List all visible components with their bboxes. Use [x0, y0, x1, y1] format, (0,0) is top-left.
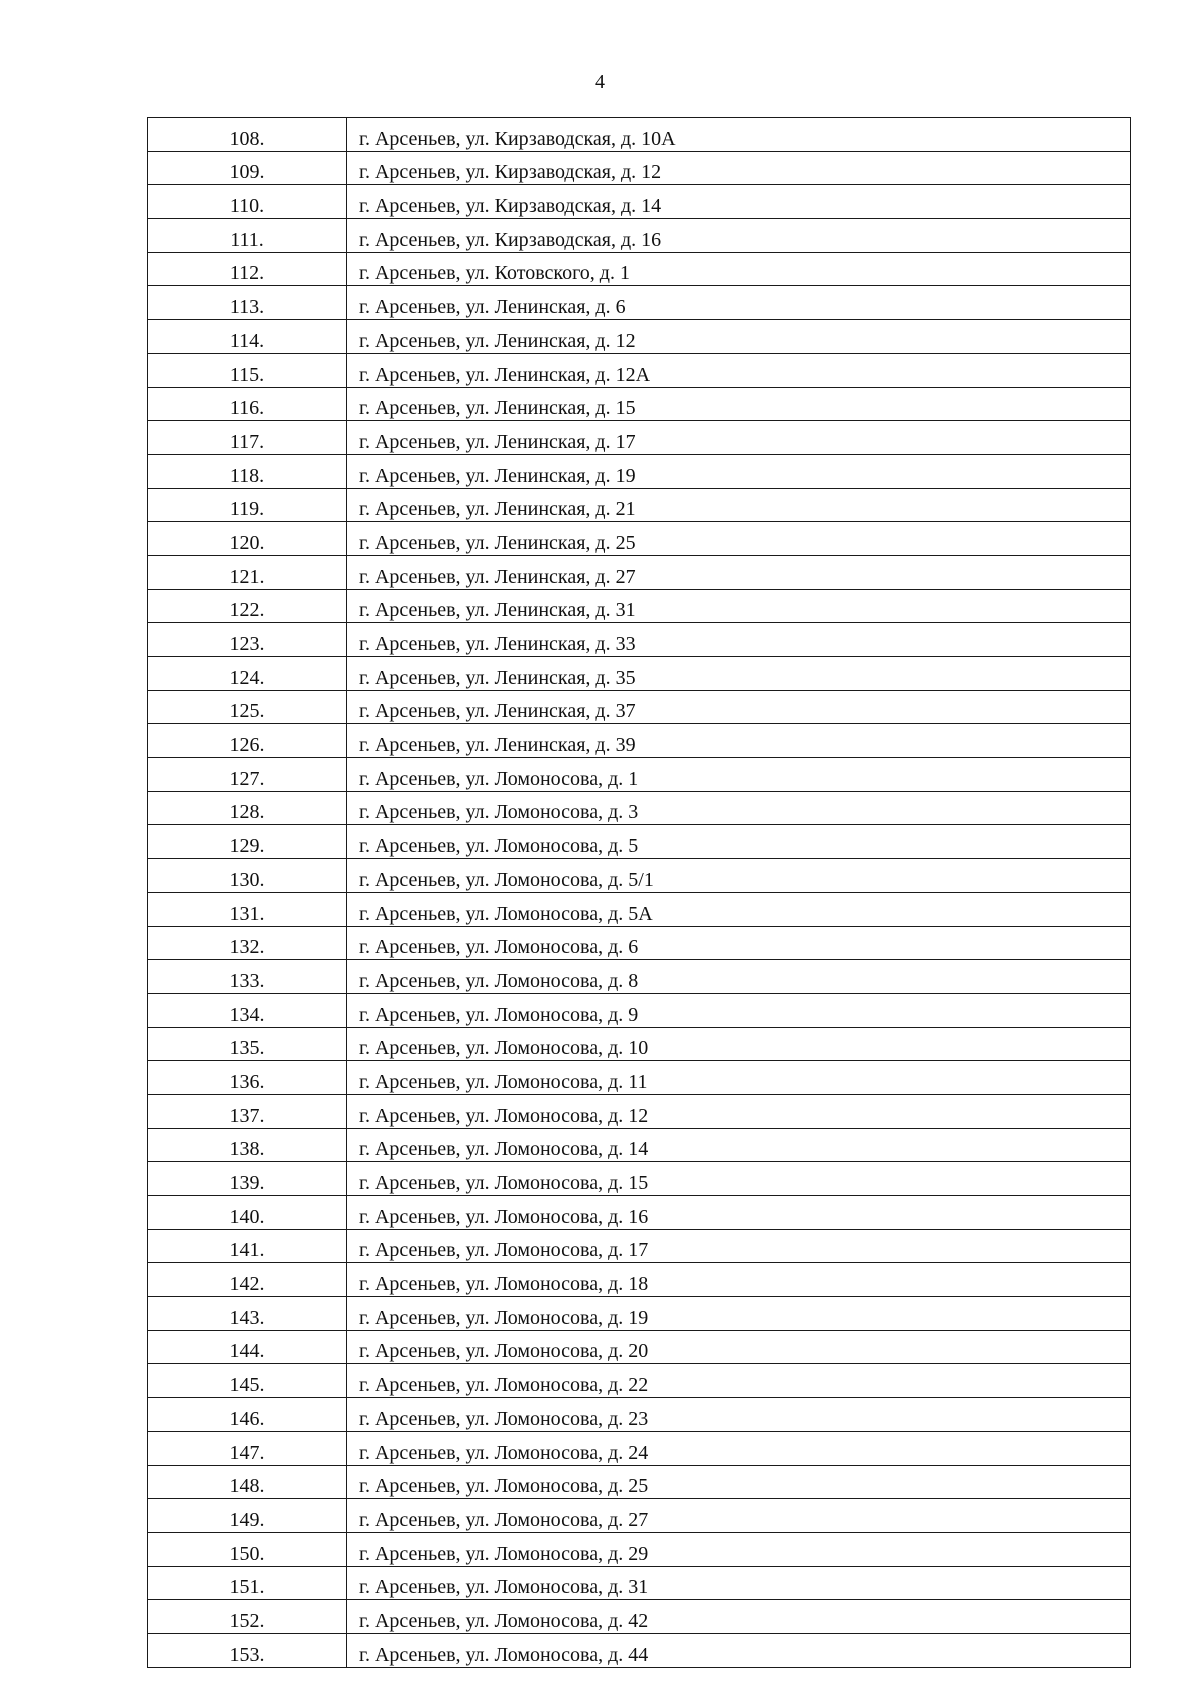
table-row — [148, 960, 1131, 994]
row-number: 146. — [148, 1398, 347, 1432]
table-row — [148, 1297, 1131, 1331]
table-row — [148, 219, 1131, 253]
row-number: 144. — [148, 1330, 347, 1364]
row-address: г. Арсеньев, ул. Ломоносова, д. 1 — [347, 758, 1131, 792]
row-address: г. Арсеньев, ул. Ломоносова, д. 31 — [347, 1566, 1131, 1600]
table-row — [148, 1566, 1131, 1600]
row-number: 148. — [148, 1465, 347, 1499]
table-row — [148, 151, 1131, 185]
table-row — [148, 286, 1131, 320]
row-number: 151. — [148, 1566, 347, 1600]
row-address: г. Арсеньев, ул. Ленинская, д. 25 — [347, 522, 1131, 556]
table-row — [148, 1600, 1131, 1634]
row-number: 135. — [148, 1027, 347, 1061]
table-row — [148, 791, 1131, 825]
row-address: г. Арсеньев, ул. Ломоносова, д. 20 — [347, 1330, 1131, 1364]
row-number: 116. — [148, 387, 347, 421]
row-address: г. Арсеньев, ул. Ломоносова, д. 6 — [347, 926, 1131, 960]
row-address: г. Арсеньев, ул. Ломоносова, д. 5 — [347, 825, 1131, 859]
row-number: 145. — [148, 1364, 347, 1398]
row-number: 110. — [148, 185, 347, 219]
row-number: 142. — [148, 1263, 347, 1297]
row-number: 152. — [148, 1600, 347, 1634]
row-address: г. Арсеньев, ул. Ленинская, д. 15 — [347, 387, 1131, 421]
row-address: г. Арсеньев, ул. Кирзаводская, д. 10А — [347, 118, 1131, 152]
table-row — [148, 623, 1131, 657]
row-number: 117. — [148, 421, 347, 455]
row-number: 113. — [148, 286, 347, 320]
row-address: г. Арсеньев, ул. Ломоносова, д. 25 — [347, 1465, 1131, 1499]
row-address: г. Арсеньев, ул. Ломоносова, д. 5/1 — [347, 859, 1131, 893]
row-number: 149. — [148, 1499, 347, 1533]
row-address: г. Арсеньев, ул. Ленинская, д. 21 — [347, 488, 1131, 522]
table-row — [148, 555, 1131, 589]
row-address: г. Арсеньев, ул. Ломоносова, д. 24 — [347, 1431, 1131, 1465]
table-row — [148, 892, 1131, 926]
row-address: г. Арсеньев, ул. Ломоносова, д. 18 — [347, 1263, 1131, 1297]
row-number: 139. — [148, 1162, 347, 1196]
table-row — [148, 589, 1131, 623]
row-address: г. Арсеньев, ул. Ломоносова, д. 22 — [347, 1364, 1131, 1398]
table-row — [148, 758, 1131, 792]
row-address: г. Арсеньев, ул. Ломоносова, д. 44 — [347, 1633, 1131, 1667]
row-number: 138. — [148, 1128, 347, 1162]
row-number: 140. — [148, 1196, 347, 1230]
row-address: г. Арсеньев, ул. Ленинская, д. 12А — [347, 353, 1131, 387]
row-address: г. Арсеньев, ул. Ломоносова, д. 10 — [347, 1027, 1131, 1061]
row-address: г. Арсеньев, ул. Ломоносова, д. 12 — [347, 1094, 1131, 1128]
table-row — [148, 825, 1131, 859]
table-row — [148, 926, 1131, 960]
row-address: г. Арсеньев, ул. Ленинская, д. 39 — [347, 724, 1131, 758]
row-number: 123. — [148, 623, 347, 657]
table-row — [148, 1061, 1131, 1095]
table-row — [148, 454, 1131, 488]
row-address: г. Арсеньев, ул. Ломоносова, д. 19 — [347, 1297, 1131, 1331]
row-number: 147. — [148, 1431, 347, 1465]
row-address: г. Арсеньев, ул. Ломоносова, д. 15 — [347, 1162, 1131, 1196]
table-row — [148, 421, 1131, 455]
row-number: 126. — [148, 724, 347, 758]
table-row — [148, 185, 1131, 219]
row-number: 124. — [148, 657, 347, 691]
row-address: г. Арсеньев, ул. Ломоносова, д. 5А — [347, 892, 1131, 926]
row-number: 108. — [148, 118, 347, 152]
row-number: 129. — [148, 825, 347, 859]
table-row — [148, 1499, 1131, 1533]
table-row — [148, 1027, 1131, 1061]
row-address: г. Арсеньев, ул. Ленинская, д. 37 — [347, 690, 1131, 724]
table-row — [148, 1128, 1131, 1162]
row-address: г. Арсеньев, ул. Ломоносова, д. 16 — [347, 1196, 1131, 1230]
table-row — [148, 1263, 1131, 1297]
row-address: г. Арсеньев, ул. Ленинская, д. 31 — [347, 589, 1131, 623]
row-address: г. Арсеньев, ул. Котовского, д. 1 — [347, 252, 1131, 286]
table-row — [148, 252, 1131, 286]
row-number: 109. — [148, 151, 347, 185]
row-address: г. Арсеньев, ул. Кирзаводская, д. 12 — [347, 151, 1131, 185]
row-number: 131. — [148, 892, 347, 926]
row-address: г. Арсеньев, ул. Кирзаводская, д. 14 — [347, 185, 1131, 219]
row-number: 134. — [148, 993, 347, 1027]
row-address: г. Арсеньев, ул. Ломоносова, д. 42 — [347, 1600, 1131, 1634]
row-number: 141. — [148, 1229, 347, 1263]
row-number: 119. — [148, 488, 347, 522]
table-row — [148, 1431, 1131, 1465]
row-number: 132. — [148, 926, 347, 960]
row-number: 118. — [148, 454, 347, 488]
row-number: 115. — [148, 353, 347, 387]
table-row — [148, 387, 1131, 421]
row-address: г. Арсеньев, ул. Ломоносова, д. 27 — [347, 1499, 1131, 1533]
table-row — [148, 1364, 1131, 1398]
table-row — [148, 657, 1131, 691]
table-row — [148, 1330, 1131, 1364]
row-number: 114. — [148, 320, 347, 354]
row-address: г. Арсеньев, ул. Ломоносова, д. 8 — [347, 960, 1131, 994]
row-number: 150. — [148, 1532, 347, 1566]
address-table — [147, 117, 1131, 1668]
row-number: 133. — [148, 960, 347, 994]
row-address: г. Арсеньев, ул. Ленинская, д. 19 — [347, 454, 1131, 488]
row-address: г. Арсеньев, ул. Ленинская, д. 12 — [347, 320, 1131, 354]
table-row — [148, 1633, 1131, 1667]
table-row — [148, 1162, 1131, 1196]
row-number: 130. — [148, 859, 347, 893]
row-address: г. Арсеньев, ул. Ломоносова, д. 14 — [347, 1128, 1131, 1162]
table-row — [148, 1229, 1131, 1263]
table-row — [148, 1465, 1131, 1499]
row-address: г. Арсеньев, ул. Кирзаводская, д. 16 — [347, 219, 1131, 253]
row-address: г. Арсеньев, ул. Ломоносова, д. 17 — [347, 1229, 1131, 1263]
row-number: 137. — [148, 1094, 347, 1128]
table-row — [148, 118, 1131, 152]
row-address: г. Арсеньев, ул. Ломоносова, д. 9 — [347, 993, 1131, 1027]
row-address: г. Арсеньев, ул. Ломоносова, д. 3 — [347, 791, 1131, 825]
row-number: 112. — [148, 252, 347, 286]
row-number: 121. — [148, 555, 347, 589]
row-address: г. Арсеньев, ул. Ломоносова, д. 11 — [347, 1061, 1131, 1095]
row-number: 120. — [148, 522, 347, 556]
table-row — [148, 1094, 1131, 1128]
table-row — [148, 488, 1131, 522]
row-address: г. Арсеньев, ул. Ленинская, д. 6 — [347, 286, 1131, 320]
table-row — [148, 859, 1131, 893]
table-row — [148, 320, 1131, 354]
row-number: 153. — [148, 1633, 347, 1667]
row-number: 125. — [148, 690, 347, 724]
table-row — [148, 522, 1131, 556]
table-row — [148, 1398, 1131, 1432]
table-row — [148, 353, 1131, 387]
row-number: 122. — [148, 589, 347, 623]
table-row — [148, 1532, 1131, 1566]
row-number: 136. — [148, 1061, 347, 1095]
table-row — [148, 1196, 1131, 1230]
table-row — [148, 993, 1131, 1027]
table-row — [148, 690, 1131, 724]
row-number: 111. — [148, 219, 347, 253]
row-address: г. Арсеньев, ул. Ломоносова, д. 29 — [347, 1532, 1131, 1566]
page-number: 4 — [595, 71, 605, 93]
table-row — [148, 724, 1131, 758]
row-address: г. Арсеньев, ул. Ленинская, д. 17 — [347, 421, 1131, 455]
row-address: г. Арсеньев, ул. Ломоносова, д. 23 — [347, 1398, 1131, 1432]
row-number: 127. — [148, 758, 347, 792]
row-number: 128. — [148, 791, 347, 825]
row-number: 143. — [148, 1297, 347, 1331]
address-table-body — [148, 118, 1131, 1668]
row-address: г. Арсеньев, ул. Ленинская, д. 35 — [347, 657, 1131, 691]
row-address: г. Арсеньев, ул. Ленинская, д. 33 — [347, 623, 1131, 657]
row-address: г. Арсеньев, ул. Ленинская, д. 27 — [347, 555, 1131, 589]
